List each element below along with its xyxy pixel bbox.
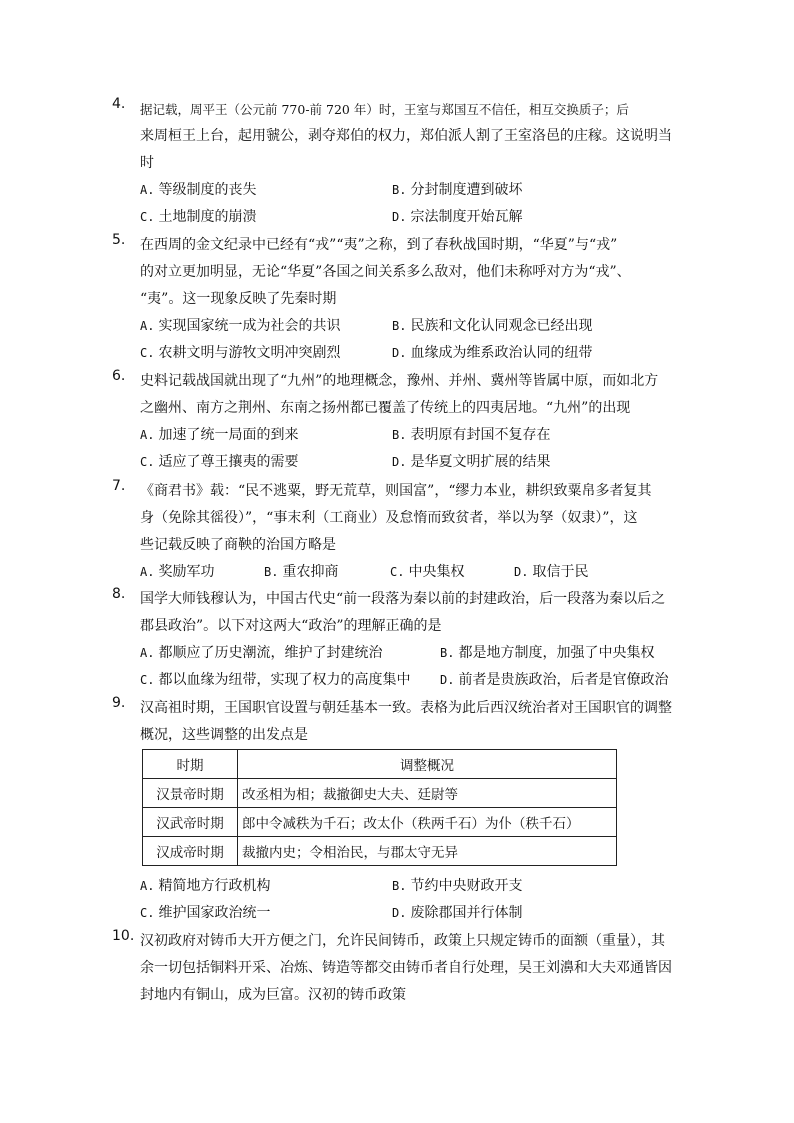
stem-line: 来周桓王上台，起用虢公，剥夺郑伯的权力，郑伯派人割了王室洛邑的庄稼。这说明当 bbox=[140, 128, 672, 144]
option-b[interactable] bbox=[440, 640, 654, 667]
question-stem bbox=[140, 695, 672, 749]
option-a[interactable] bbox=[140, 873, 270, 900]
table-header: 时期 bbox=[143, 750, 238, 779]
stem-line: 《商君书》载：“民不逃粟，野无荒草，则国富”，“缪力本业，耕织致粟帛多者复其 bbox=[140, 483, 652, 499]
option-text: 维护国家政治统一 bbox=[158, 905, 271, 921]
options bbox=[140, 177, 672, 231]
adjustment-table bbox=[142, 749, 617, 866]
option-a[interactable] bbox=[140, 422, 298, 449]
option-b[interactable] bbox=[392, 313, 592, 340]
question-8 bbox=[112, 586, 672, 694]
option-c[interactable] bbox=[140, 340, 340, 367]
option-letter: A. bbox=[140, 879, 155, 893]
option-text: 土地制度的崩溃 bbox=[158, 209, 257, 225]
table-row bbox=[143, 779, 617, 808]
option-letter: C. bbox=[140, 455, 155, 469]
options bbox=[140, 422, 672, 476]
stem-line: 国学大师钱穆认为，中国古代史“前一段落为秦以前的封建政治，后一段落为秦以后之 bbox=[140, 591, 666, 607]
options bbox=[140, 640, 672, 694]
table-header: 调整概况 bbox=[238, 750, 617, 779]
option-text: 农耕文明与游牧文明冲突剧烈 bbox=[158, 345, 341, 361]
option-letter: D. bbox=[392, 346, 407, 360]
stem-line: “夷”。这一现象反映了先秦时期 bbox=[140, 291, 337, 307]
stem-line: 些记载反映了商鞅的治国方略是 bbox=[140, 537, 336, 553]
option-letter: D. bbox=[392, 906, 407, 920]
stem-line: 史料记载战国就出现了“九州”的地理概念，豫州、并州、冀州等皆属中原，而如北方 bbox=[140, 373, 659, 389]
option-d[interactable] bbox=[392, 204, 522, 231]
option-b[interactable] bbox=[392, 422, 550, 449]
option-text: 表明原有封国不复存在 bbox=[410, 427, 551, 443]
stem-line: 身（免除其徭役）”，“事末利（工商业）及怠惰而致贫者，举以为孥（奴隶）”，这 bbox=[140, 510, 638, 526]
question-stem bbox=[140, 586, 672, 640]
stem-line: 据记载，周平王（公元前 770-前 720 年）时，王室与郑国互不信任，相互交换质子；后 bbox=[140, 102, 629, 117]
question-stem bbox=[140, 368, 672, 422]
option-d[interactable] bbox=[392, 900, 522, 927]
option-text: 都是地方制度，加强了中央集权 bbox=[458, 645, 655, 661]
question-stem bbox=[140, 232, 672, 313]
question-number: 6. bbox=[112, 368, 126, 384]
table-row bbox=[143, 837, 617, 866]
option-text: 等级制度的丧失 bbox=[158, 182, 257, 198]
option-letter: B. bbox=[264, 565, 279, 579]
option-text: 前者是贵族政治，后者是官僚政治 bbox=[458, 672, 669, 688]
stem-line: 郡县政治”。以下对这两大“政治”的理解正确的是 bbox=[140, 618, 442, 634]
option-text: 重农抑商 bbox=[282, 564, 339, 580]
question-number: 4. bbox=[112, 96, 126, 112]
option-letter: B. bbox=[392, 879, 407, 893]
option-text: 节约中央财政开支 bbox=[410, 878, 523, 894]
stem-line: 时 bbox=[140, 155, 154, 171]
option-letter: A. bbox=[140, 183, 155, 197]
option-text: 取信于民 bbox=[532, 564, 589, 580]
option-letter: C. bbox=[140, 210, 155, 224]
option-text: 中央集权 bbox=[408, 564, 465, 580]
option-d[interactable] bbox=[514, 559, 588, 586]
option-letter: B. bbox=[392, 319, 407, 333]
option-letter: C. bbox=[140, 346, 155, 360]
stem-line: 在西周的金文纪录中已经有“戎”“夷”之称，到了春秋战国时期，“华夏”与“戎” bbox=[140, 237, 618, 253]
option-text: 血缘成为维系政治认同的纽带 bbox=[410, 345, 593, 361]
option-text: 是华夏文明扩展的结果 bbox=[410, 454, 551, 470]
table-cell: 改丞相为相；裁撤御史大夫、廷尉等 bbox=[238, 779, 617, 808]
option-text: 宗法制度开始瓦解 bbox=[410, 209, 523, 225]
option-text: 实现国家统一成为社会的共识 bbox=[158, 318, 341, 334]
option-c[interactable] bbox=[390, 559, 464, 586]
question-6 bbox=[112, 368, 672, 476]
option-c[interactable] bbox=[140, 204, 256, 231]
option-letter: C. bbox=[140, 673, 155, 687]
option-letter: B. bbox=[392, 183, 407, 197]
option-letter: D. bbox=[440, 673, 455, 687]
option-text: 精简地方行政机构 bbox=[158, 878, 271, 894]
table-cell: 裁撤内史；令相治民，与郡太守无异 bbox=[238, 837, 617, 866]
option-letter: B. bbox=[440, 646, 455, 660]
option-text: 废除郡国并行体制 bbox=[410, 905, 523, 921]
option-letter: A. bbox=[140, 319, 155, 333]
table-cell: 汉武帝时期 bbox=[143, 808, 238, 837]
option-letter: A. bbox=[140, 428, 155, 442]
option-b[interactable] bbox=[392, 873, 522, 900]
option-letter: D. bbox=[392, 210, 407, 224]
table-cell: 汉景帝时期 bbox=[143, 779, 238, 808]
question-9 bbox=[112, 695, 672, 749]
option-a[interactable] bbox=[140, 640, 382, 667]
question-5 bbox=[112, 232, 672, 367]
stem-line: 概况，这些调整的出发点是 bbox=[140, 727, 308, 743]
option-text: 适应了尊王攘夷的需要 bbox=[158, 454, 299, 470]
question-number: 8. bbox=[112, 586, 126, 602]
options bbox=[140, 313, 672, 367]
option-d[interactable] bbox=[392, 340, 592, 367]
option-text: 民族和文化认同观念已经出现 bbox=[410, 318, 593, 334]
question-4 bbox=[112, 96, 672, 231]
question-stem bbox=[140, 928, 672, 1009]
options bbox=[140, 873, 672, 927]
option-letter: A. bbox=[140, 565, 155, 579]
option-letter: C. bbox=[390, 565, 405, 579]
question-number: 5. bbox=[112, 232, 126, 248]
table-cell: 汉成帝时期 bbox=[143, 837, 238, 866]
stem-line: 封地内有铜山，成为巨富。汉初的铸币政策 bbox=[140, 987, 406, 1003]
question-stem bbox=[140, 96, 672, 177]
option-a[interactable] bbox=[140, 559, 214, 586]
option-c[interactable] bbox=[140, 449, 298, 476]
option-letter: D. bbox=[514, 565, 529, 579]
option-c[interactable] bbox=[140, 667, 410, 694]
stem-line: 汉高祖时期，王国职官设置与朝廷基本一致。表格为此后西汉统治者对王国职官的调整 bbox=[140, 700, 672, 716]
question-number: 9. bbox=[112, 695, 126, 711]
option-letter: A. bbox=[140, 646, 155, 660]
stem-line: 的对立更加明显，无论“华夏”各国之间关系多么敌对，他们未称呼对方为“戎”、 bbox=[140, 264, 631, 280]
option-text: 奖励军功 bbox=[158, 564, 215, 580]
option-d[interactable] bbox=[392, 449, 550, 476]
option-b[interactable] bbox=[264, 559, 338, 586]
option-d[interactable] bbox=[440, 667, 668, 694]
question-number: 10. bbox=[112, 928, 135, 944]
option-letter: B. bbox=[392, 428, 407, 442]
stem-line: 汉初政府对铸币大开方便之门，允许民间铸币，政策上只规定铸币的面额（重量），其 bbox=[140, 933, 665, 949]
table-header-row bbox=[143, 750, 617, 779]
question-10 bbox=[112, 928, 672, 1009]
options bbox=[140, 559, 672, 586]
option-letter: C. bbox=[140, 906, 155, 920]
question-stem bbox=[140, 478, 672, 559]
option-text: 加速了统一局面的到来 bbox=[158, 427, 299, 443]
option-text: 分封制度遭到破坏 bbox=[410, 182, 523, 198]
table-cell: 郎中令减秩为千石；改太仆（秩两千石）为仆（秩千石） bbox=[238, 808, 617, 837]
option-text: 都以血缘为纽带，实现了权力的高度集中 bbox=[158, 672, 411, 688]
table-row bbox=[143, 808, 617, 837]
option-a[interactable] bbox=[140, 177, 256, 204]
option-c[interactable] bbox=[140, 900, 270, 927]
option-letter: D. bbox=[392, 455, 407, 469]
option-b[interactable] bbox=[392, 177, 522, 204]
question-number: 7. bbox=[112, 478, 126, 494]
question-9-options bbox=[112, 873, 672, 927]
stem-line: 之幽州、南方之荆州、东南之扬州都已覆盖了传统上的四夷居地。“九州”的出现 bbox=[140, 400, 631, 416]
stem-line: 余一切包括铜料开采、冶炼、铸造等都交由铸币者自行处理，吴王刘濞和大夫邓通皆因 bbox=[140, 960, 672, 976]
option-a[interactable] bbox=[140, 313, 340, 340]
question-7 bbox=[112, 478, 672, 586]
option-text: 都顺应了历史潮流，维护了封建统治 bbox=[158, 645, 383, 661]
